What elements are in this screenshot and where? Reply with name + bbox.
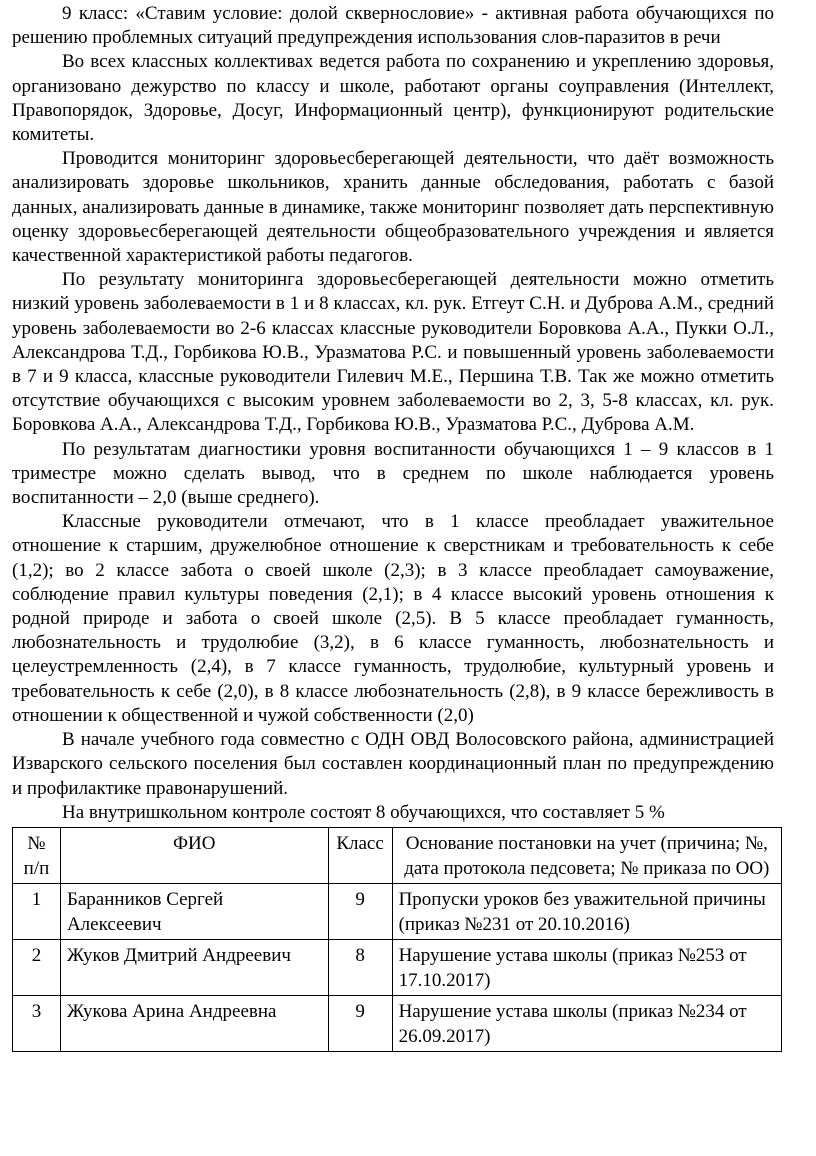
- table-row: [13, 883, 782, 939]
- table-row: [13, 939, 782, 995]
- cell-number: 2: [13, 939, 61, 995]
- cell-class: 8: [328, 939, 392, 995]
- paragraph-monitoring: Проводится мониторинг здоровьесберегающей деятельности, что даёт возможность анализировать здоровье школьников, хранить данные обследования, работать с базой данных, анализировать данные в динамике, также мониторинг позволяет дать перспективную оценку здоровьесберегающей деятельности общеобразовательного учреждения и является качественной характеристикой работы педагогов.: [12, 148, 774, 267]
- header-fio: ФИО: [60, 827, 328, 883]
- paragraph-class-teachers-notes: Классные руководители отмечают, что в 1 классе преобладает уважительное отношение к старшим, дружелюбное отношение к сверстникам и требовательность к себе (1,2); во 2 классе забота о своей школе (2,3); в 3 классе преобладает самоуважение, соблюдение правил культуры поведения (2,1); в 4 классе высокий уровень отношения к родной природе и забота о своей школе (2,5). В 5 классе преобладает гуманность, любознательность и трудолюбие (3,2), в 6 классе гуманность, любознательность и целеустремленность (2,4), в 7 классе гуманность, трудолюбие, культурный уровень и требовательность к себе (2,0), в 8 классе любознательность (2,8), в 9 классе бережливость в отношении к общественной и чужой собственности (2,0): [12, 511, 774, 726]
- cell-class: 9: [328, 883, 392, 939]
- cell-fio: Жуков Дмитрий Андреевич: [60, 939, 328, 995]
- cell-fio: Жукова Арина Андреевна: [60, 995, 328, 1051]
- registry-table: [12, 827, 782, 1052]
- cell-fio: Баранников Сергей Алексеевич: [60, 883, 328, 939]
- cell-number: 1: [13, 883, 61, 939]
- paragraph-grade9-activity: 9 класс: «Ставим условие: долой сквернословие» - активная работа обучающихся по решению проблемных ситуаций предупреждения использования слов-паразитов в речи: [12, 3, 774, 49]
- paragraph-internal-control: На внутришкольном контроле состоят 8 обучающихся, что составляет 5 %: [62, 801, 665, 823]
- paragraph-coordination-plan: В начале учебного года совместно с ОДН ОВД Волосовского района, администрацией Изварского сельского поселения был составлен координационный план по предупреждению и профилактике правонарушений.: [12, 729, 774, 799]
- table-row: [13, 995, 782, 1051]
- table-header-row: [13, 827, 782, 883]
- header-number: № п/п: [13, 827, 61, 883]
- cell-reason: Нарушение устава школы (приказ №253 от 17.10.2017): [392, 939, 781, 995]
- cell-number: 3: [13, 995, 61, 1051]
- paragraph-morbidity-results: По результату мониторинга здоровьесберегающей деятельности можно отметить низкий уровень заболеваемости в 1 и 8 классах, кл. рук. Етгеут С.Н. и Дуброва А.М., средний уровень заболеваемости во 2-6 классах классные руководители Боровкова А.А., Пукки О.Л., Александрова Т.Д., Горбикова Ю.В., Уразматова Р.С. и повышенный уровень заболеваемости в 7 и 9 класса, классные руководители Гилевич М.Е., Першина Т.В. Так же можно отметить отсутствие обучающихся с высоким уровнем заболеваемости во 2, 3, 5-8 классах, кл. рук. Боровкова А.А., Александрова Т.Д., Горбикова Ю.В., Уразматова Р.С., Дуброва А.М.: [12, 269, 774, 436]
- cell-class: 9: [328, 995, 392, 1051]
- cell-reason: Нарушение устава школы (приказ №234 от 26.09.2017): [392, 995, 781, 1051]
- paragraph-health-work: Во всех классных коллективах ведется работа по сохранению и укреплению здоровья, организовано дежурство по классу и школе, работают органы соуправления (Интеллект, Правопорядок, Здоровье, Досуг, Информационный центр), функционируют родительские комитеты.: [12, 51, 774, 146]
- header-reason: Основание постановки на учет (причина; №, дата протокола педсовета; № приказа по ОО): [392, 827, 781, 883]
- paragraph-upbringing-diagnostics: По результатам диагностики уровня воспитанности обучающихся 1 – 9 классов в 1 триместре можно сделать вывод, что в среднем по школе наблюдается уровень воспитанности – 2,0 (выше среднего).: [12, 438, 774, 509]
- header-class: Класс: [328, 827, 392, 883]
- cell-reason: Пропуски уроков без уважительной причины (приказ №231 от 20.10.2016): [392, 883, 781, 939]
